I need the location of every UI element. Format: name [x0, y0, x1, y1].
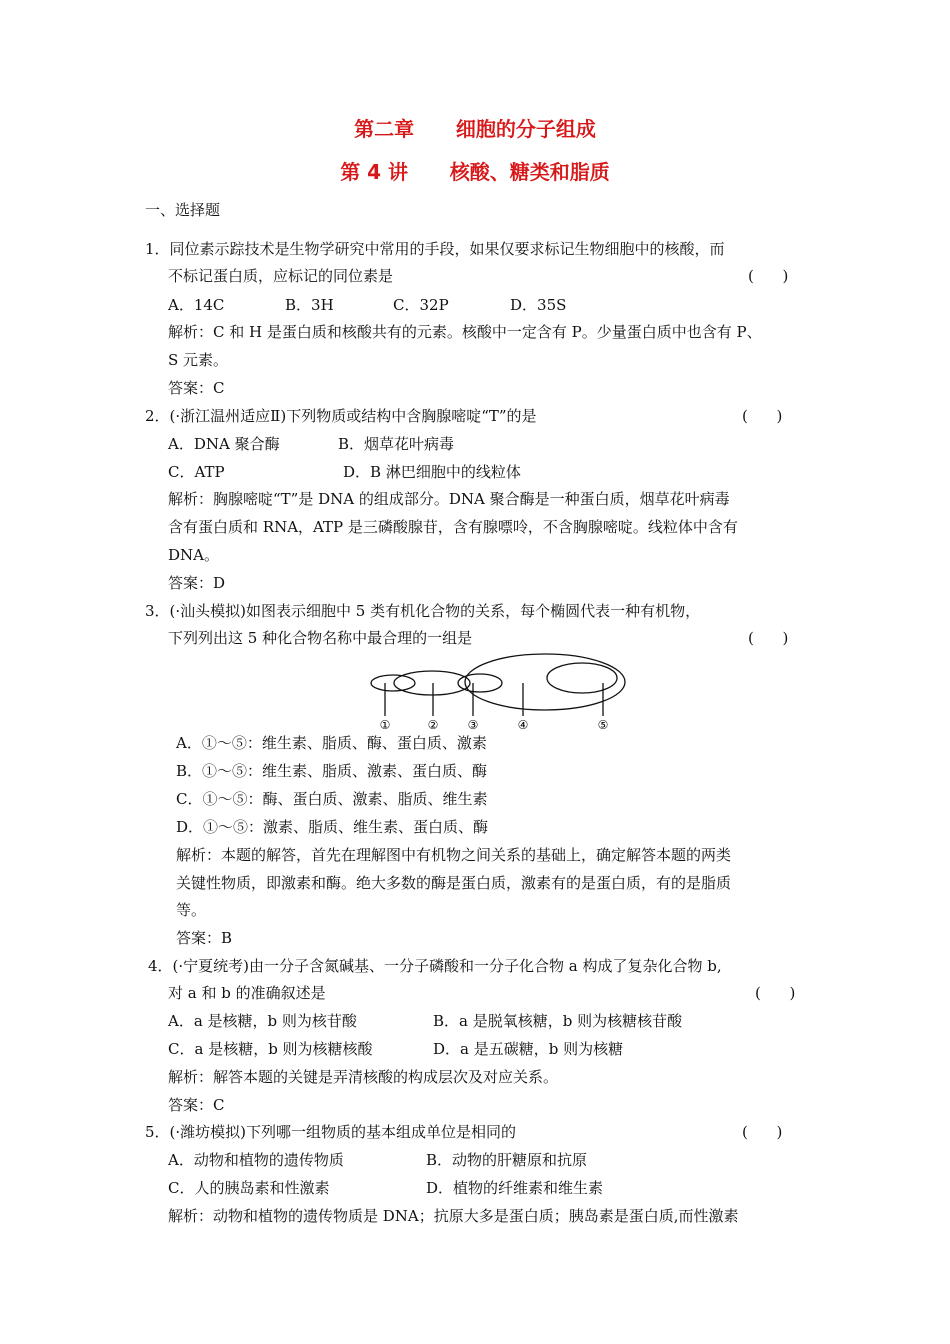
q5-analysis-line1: 解析：动物和植物的遗传物质是 DNA；抗原大多是蛋白质；胰岛素是蛋白质,而性激素	[168, 1207, 739, 1225]
q4-answer: 答案：C	[168, 1096, 225, 1114]
q3-option-c: C．①～⑤：酶、蛋白质、激素、脂质、维生素	[176, 790, 488, 808]
q2-stem-line1: 2．(·浙江温州适应Ⅱ)下列物质或结构中含胸腺嘧啶“T”的是	[145, 407, 537, 425]
q1-option-b: B．3H	[285, 296, 334, 314]
q5-option-c: C．人的胰岛素和性激素	[168, 1179, 330, 1197]
diagram-label-4: ④	[517, 718, 529, 732]
q2-answer: 答案：D	[168, 574, 226, 592]
q1-option-d: D．35S	[510, 296, 567, 314]
q1-answer: 答案：C	[168, 379, 225, 397]
q4-option-b: B．a 是脱氧核糖，b 则为核糖核苷酸	[433, 1012, 683, 1030]
q4-analysis-line1: 解析：解答本题的关键是弄清核酸的构成层次及对应关系。	[168, 1068, 559, 1086]
q2-option-d: D．B 淋巴细胞中的线粒体	[343, 463, 521, 481]
q4-option-a: A．a 是核糖，b 则为核苷酸	[168, 1012, 357, 1030]
q4-option-d: D．a 是五碳糖，b 则为核糖	[433, 1040, 624, 1058]
q5-stem-line1: 5．(·潍坊模拟)下列哪一组物质的基本组成单位是相同的	[145, 1123, 517, 1141]
ellipse-1	[371, 675, 415, 691]
q3-analysis-line1: 解析：本题的解答，首先在理解图中有机物之间关系的基础上，确定解答本题的两类	[176, 846, 732, 864]
diagram-label-3: ③	[467, 718, 479, 732]
q2-option-b: B．烟草花叶病毒	[338, 435, 455, 453]
q5-option-d: D．植物的纤维素和维生素	[426, 1179, 604, 1197]
q5-answer-blank: ( )	[742, 1123, 783, 1141]
q3-stem-line2: 下列列出这 5 种化合物名称中最合理的一组是	[168, 629, 473, 647]
q4-stem-line1: 4．(·宁夏统考)由一分子含氮碱基、一分子磷酸和一分子化合物 a 构成了复杂化合物 b,	[148, 957, 722, 975]
diagram-label-2: ②	[427, 718, 439, 732]
q2-option-c: C．ATP	[168, 463, 225, 481]
q1-stem-line2: 不标记蛋白质，应标记的同位素是	[168, 267, 394, 285]
q2-analysis-line1: 解析：胸腺嘧啶“T”是 DNA 的组成部分。DNA 聚合酶是一种蛋白质，烟草花叶病毒	[168, 490, 730, 508]
q3-option-b: B．①～⑤：维生素、脂质、激素、蛋白质、酶	[176, 762, 488, 780]
ellipse-4	[465, 654, 625, 710]
ellipse-5	[547, 663, 617, 693]
lecture-title: 第 4 讲 核酸、糖类和脂质	[340, 160, 610, 184]
q3-option-d: D．①～⑤：激素、脂质、维生素、蛋白质、酶	[176, 818, 489, 836]
q4-answer-blank: ( )	[755, 984, 796, 1002]
q1-option-a: A．14C	[168, 296, 225, 314]
q5-option-b: B．动物的肝糖原和抗原	[426, 1151, 588, 1169]
section-title: 一、选择题	[145, 201, 221, 219]
q3-option-a: A．①～⑤：维生素、脂质、酶、蛋白质、激素	[176, 734, 487, 752]
q4-stem-line2: 对 a 和 b 的准确叙述是	[168, 984, 326, 1002]
q2-analysis-line3: DNA。	[168, 546, 219, 564]
q3-answer-blank: ( )	[748, 629, 789, 647]
chapter-title: 第二章 细胞的分子组成	[354, 117, 596, 141]
diagram-label-1: ①	[379, 718, 391, 732]
q2-answer-blank: ( )	[742, 407, 783, 425]
ellipse-relationship-diagram	[360, 650, 630, 736]
q1-analysis-line2: S 元素。	[168, 351, 229, 369]
q5-option-a: A．动物和植物的遗传物质	[168, 1151, 344, 1169]
q3-analysis-line3: 等。	[176, 901, 207, 919]
q3-stem-line1: 3．(·汕头模拟)如图表示细胞中 5 类有机化合物的关系，每个椭圆代表一种有机物，	[145, 602, 701, 620]
q1-option-c: C．32P	[393, 296, 449, 314]
q2-option-a: A．DNA 聚合酶	[168, 435, 280, 453]
diagram-label-5: ⑤	[597, 718, 609, 732]
q1-analysis-line1: 解析：C 和 H 是蛋白质和核酸共有的元素。核酸中一定含有 P。少量蛋白质中也含有 P、	[168, 323, 762, 341]
q3-analysis-line2: 关键性物质，即激素和酶。绝大多数的酶是蛋白质，激素有的是蛋白质，有的是脂质	[176, 874, 732, 892]
q4-option-c: C．a 是核糖，b 则为核糖核酸	[168, 1040, 373, 1058]
q2-analysis-line2: 含有蛋白质和 RNA，ATP 是三磷酸腺苷，含有腺嘌呤，不含胸腺嘧啶。线粒体中含有	[168, 518, 738, 536]
q3-answer: 答案：B	[176, 929, 233, 947]
q1-stem-line1: 1．同位素示踪技术是生物学研究中常用的手段，如果仅要求标记生物细胞中的核酸，而	[145, 240, 725, 258]
q1-answer-blank: ( )	[748, 267, 789, 285]
